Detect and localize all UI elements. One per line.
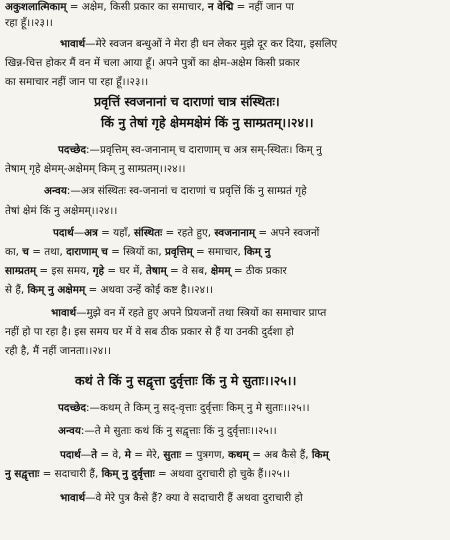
text-run: खिन्न-चित्त होकर मैं वन में चला आया हूँ। अपने पुत्रों का क्षेम-अक्षेम किसी प्रकार [5, 57, 300, 69]
text-run: — [73, 227, 85, 239]
bold-term: तेषाम् [145, 265, 167, 277]
text-line-15 [5, 284, 213, 297]
text-line-9 [5, 163, 185, 176]
text-line-3 [60, 38, 337, 51]
text-run: :—ते मे सुताः कथं किं नु सद्वृत्ताः किं नु दुर्वृत्ताः।।२५।। [80, 425, 277, 437]
text-run: = वे, [97, 449, 125, 461]
bold-term: भावार्थ [60, 38, 86, 50]
bold-term: भावार्थ [51, 307, 77, 319]
bold-term: पदार्थ [53, 227, 74, 239]
bold-term: न वेद्मि [207, 1, 234, 13]
text-line-4 [5, 57, 300, 70]
text-run: प्रवृत्तिं स्वजनानां च दाराणां चात्र संस्थितः। [94, 94, 280, 109]
bold-term: क्षेमम् [210, 265, 231, 277]
text-run: = अथवा उन्हें कोई कष्ट है।।२४।। [85, 284, 213, 296]
text-line-1 [5, 1, 294, 14]
text-run: कथं ते किं नु सद्वृत्ता दुर्वृत्ताः किं नु मे सुताः।।२५।। [75, 373, 297, 388]
text-run: = अक्षेम, किसी प्रकार का समाचार, [66, 1, 208, 13]
text-line-17 [5, 326, 294, 339]
text-run: = मेरे, [131, 449, 164, 461]
text-line-16 [51, 307, 326, 320]
text-line-14 [5, 265, 287, 278]
text-line-2 [5, 17, 53, 30]
text-line-22 [60, 449, 329, 462]
bold-term: पदच्छेद [58, 402, 87, 414]
text-run: तेषाम् गृहे क्षेमम्-अक्षेमम् किम् नु साम्प्रतम्।।२४।। [5, 163, 186, 175]
text-line-11 [5, 205, 117, 218]
text-run: = स्त्रियों का, [107, 246, 165, 258]
text-run: = रहते हुए, [162, 227, 215, 239]
text-run: :—प्रवृत्तिम् स्व-जनानाम् च दाराणाम् च अत्र सम्-स्थितः। किम् नु [86, 144, 322, 156]
text-run: = नहीं जान पा [233, 1, 294, 13]
text-run: = पुत्रगण, [181, 449, 229, 461]
bold-term: अकुशलात्मिकाम् [5, 1, 67, 13]
text-run: = घर में, [104, 265, 146, 277]
text-line-18 [5, 345, 111, 358]
bold-term: ते [91, 449, 98, 461]
text-line-23 [5, 468, 290, 481]
verse-24-line-1 [94, 94, 280, 110]
verse-24-line-2 [101, 115, 314, 131]
text-run: नहीं हो पा रहा है। इस समय घर में वे सब ठीक प्रकार से हैं या उनकी दुर्दशा हो [5, 326, 294, 338]
text-run: = समाचार, [192, 246, 245, 258]
text-run: = यहाँ, [97, 227, 134, 239]
text-run: = ठीक प्रकार [230, 265, 287, 277]
bold-term: प्रवृत्तिम् [164, 246, 193, 258]
text-line-8 [58, 144, 322, 157]
bold-term: किम् नु अक्षेमम् [27, 284, 86, 296]
bold-term: साम्प्रतम् [5, 265, 37, 277]
text-run: :—अत्र संस्थितः स्व-जनानां च दाराणां च प्रवृत्तिं किं नु साम्प्रतं गृहे [66, 185, 307, 197]
text-line-20 [58, 402, 310, 415]
text-run: —वे मेरे पुत्र कैसे हैं? क्या वे सदाचारी हैं अथवा दुराचारी हो [85, 492, 303, 504]
text-line-12 [53, 227, 319, 240]
bold-term: किम् नु [244, 246, 271, 258]
text-run: का समाचार नहीं जान पा रहा हूँ।।२३।। [5, 76, 149, 88]
text-run: का, [5, 246, 23, 258]
bold-term: मे [124, 449, 131, 461]
text-line-24 [60, 492, 303, 505]
bold-term: च [22, 246, 29, 258]
bold-term: स्वजनानाम् [214, 227, 256, 239]
bold-term: किम् [311, 449, 329, 461]
bold-term: अत्र [84, 227, 98, 239]
text-run: रही है, मैं नहीं जानता।।२४।। [5, 345, 112, 357]
text-run: = वे सब, [166, 265, 211, 277]
verse-25 [75, 373, 296, 389]
text-line-13 [5, 246, 270, 259]
text-run: = अपने स्वजनों [255, 227, 320, 239]
text-run: = सदाचारी हैं, [39, 468, 102, 480]
bold-term: कथम् [228, 449, 249, 461]
bold-term: गृहे [92, 265, 105, 277]
bold-term: संस्थितः [133, 227, 163, 239]
text-line-21 [58, 425, 277, 438]
bold-term: पदच्छेद [58, 144, 87, 156]
text-run: — [80, 449, 92, 461]
text-run: से हैं, [5, 284, 28, 296]
bold-term: नु सद्वृत्ताः [5, 468, 40, 480]
text-run: = तथा, [28, 246, 67, 258]
text-line-5 [5, 76, 148, 89]
text-run: = अथवा दुराचारी हो चुके हैं।।२५।। [154, 468, 290, 480]
text-line-10 [44, 185, 307, 198]
text-run: = अब कैसे हैं, [248, 449, 312, 461]
text-run: किं नु तेषां गृहे क्षेममक्षेमं किं नु साम्प्रतम्।।२४।। [101, 115, 314, 130]
text-run: रहा हूँ।।२३।। [5, 17, 53, 29]
bold-term: पदार्थ [60, 449, 81, 461]
text-run: तेषां क्षेमं किं नु अक्षेमम्।।२४।। [5, 205, 118, 217]
text-run: —मेरे स्वजन बन्धुओं ने मेरा ही धन लेकर मुझे दूर कर दिया, इसलिए [85, 38, 338, 50]
text-run: :—कथम् ते किम् नु सद्-वृत्ताः दुर्वृत्ताः किम् नु मे सुताः।।२५।। [86, 402, 310, 414]
bold-term: अन्वय [58, 425, 81, 437]
bold-term: दाराणाम् च [66, 246, 108, 258]
bold-term: किम् नु दुर्वृत्ताः [101, 468, 155, 480]
text-run: = इस समय, [36, 265, 93, 277]
bold-term: भावार्थ [60, 492, 86, 504]
bold-term: सुताः [163, 449, 182, 461]
text-run: —मुझे वन में रहते हुए अपने प्रियजनों तथा स्त्रियों का समाचार प्राप्त [76, 307, 327, 319]
bold-term: अन्वय [44, 185, 67, 197]
